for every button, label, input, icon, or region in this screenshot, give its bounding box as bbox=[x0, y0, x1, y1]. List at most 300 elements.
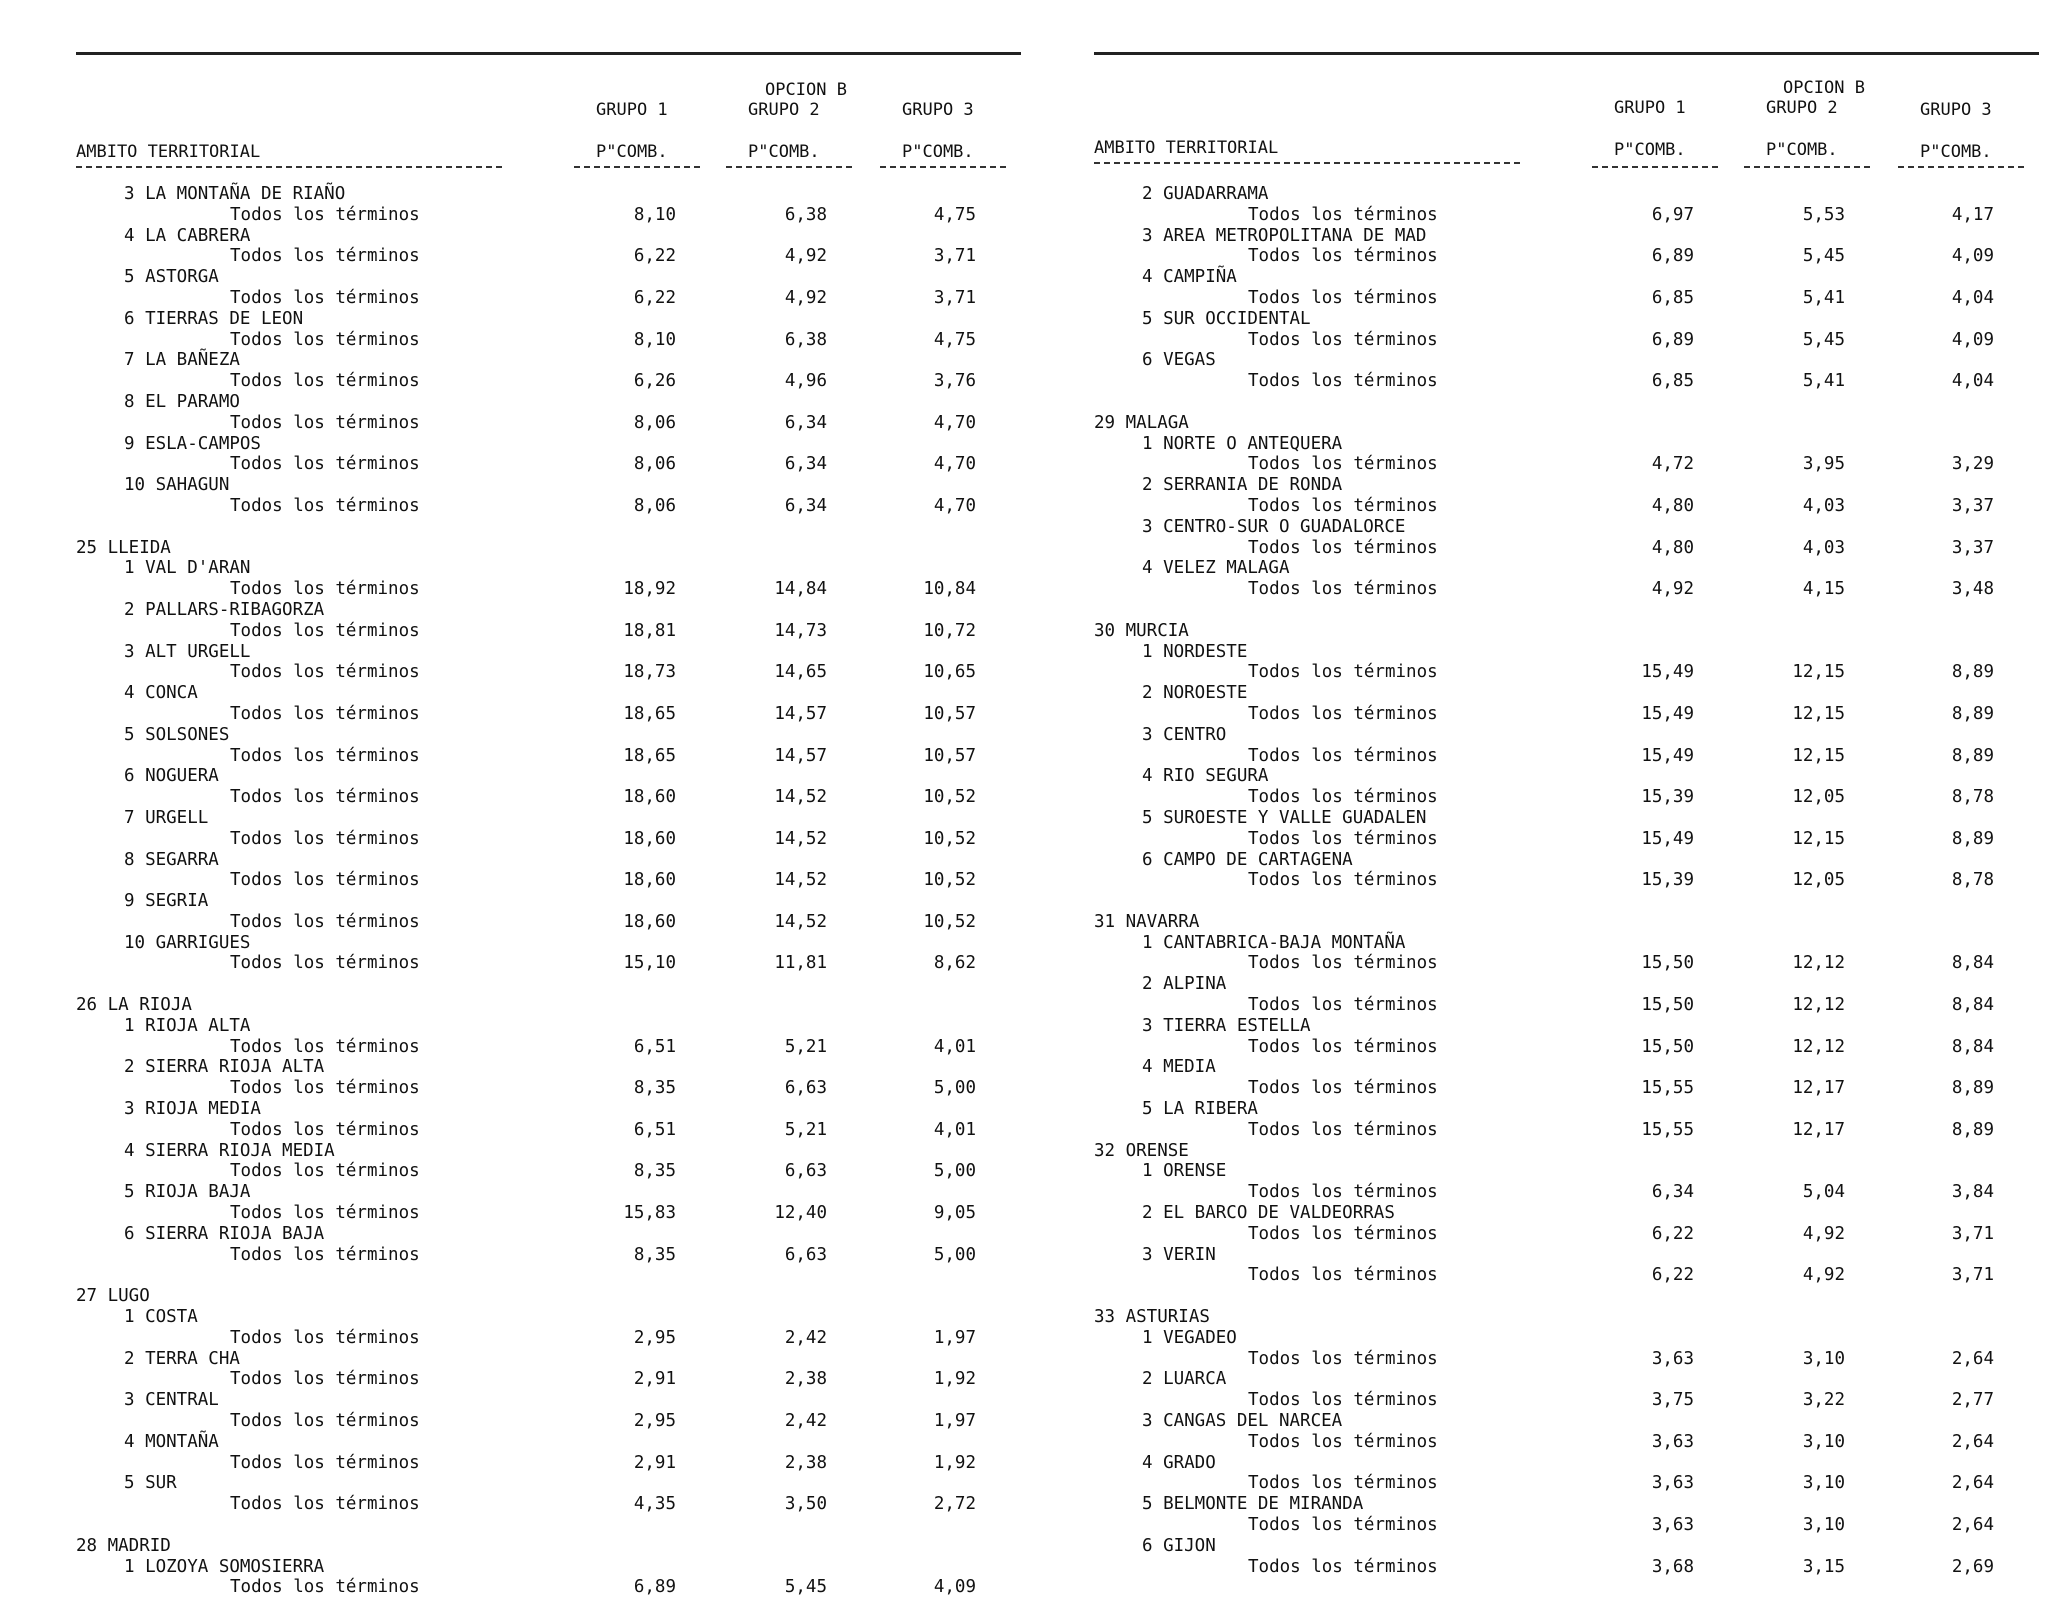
comarca-row bbox=[1094, 683, 2039, 704]
comarca-row bbox=[1094, 434, 2039, 455]
terms-row bbox=[76, 1411, 1021, 1432]
terms-row bbox=[1094, 746, 2039, 767]
terms-row bbox=[1094, 1432, 2039, 1453]
grupo3-value: 8,78 bbox=[1951, 870, 1994, 891]
terms-row bbox=[76, 330, 1021, 351]
grupo2-header: GRUPO 2 bbox=[748, 100, 820, 120]
grupo3-value: 4,17 bbox=[1951, 204, 1994, 225]
terms-label: Todos los términos bbox=[230, 662, 420, 683]
comarca-label: 6 VEGAS bbox=[1142, 350, 1216, 371]
grupo1-value: 18,60 bbox=[623, 911, 676, 932]
grupo1-value: 8,35 bbox=[633, 1244, 676, 1265]
grupo2-value: 4,96 bbox=[784, 371, 827, 392]
grupo2-value: 2,42 bbox=[784, 1411, 827, 1432]
grupo1-value: 6,26 bbox=[633, 371, 676, 392]
comarca-label: 2 SERRANIA DE RONDA bbox=[1142, 475, 1343, 496]
terms-row bbox=[1094, 1120, 2039, 1141]
terms-row bbox=[1094, 1037, 2039, 1058]
grupo3-value: 3,29 bbox=[1951, 454, 1994, 475]
grupo1-value: 6,89 bbox=[633, 1577, 676, 1598]
comarca-row bbox=[76, 226, 1021, 247]
opcion-b-label: OPCION B bbox=[765, 80, 847, 100]
terms-label: Todos los términos bbox=[230, 1577, 420, 1598]
terms-row bbox=[1094, 1078, 2039, 1099]
top-rule bbox=[1094, 52, 2039, 55]
grupo1-value: 18,65 bbox=[623, 745, 676, 766]
grupo2-value: 3,15 bbox=[1802, 1556, 1845, 1577]
grupo1-header: GRUPO 1 bbox=[1614, 98, 1686, 118]
comarca-row bbox=[1094, 309, 2039, 330]
grupo1-value: 8,10 bbox=[633, 329, 676, 350]
terms-label: Todos los términos bbox=[230, 1452, 420, 1473]
comarca-row bbox=[1094, 850, 2039, 871]
terms-label: Todos los términos bbox=[230, 828, 420, 849]
grupo3-value: 2,64 bbox=[1951, 1431, 1994, 1452]
terms-label: Todos los términos bbox=[1248, 329, 1438, 350]
grupo3-value: 3,37 bbox=[1951, 495, 1994, 516]
comarca-label: 3 CENTRO bbox=[1142, 724, 1227, 745]
grupo3-value: 5,00 bbox=[933, 1078, 976, 1099]
spacer bbox=[1094, 891, 2039, 912]
grupo3-value: 9,05 bbox=[933, 1203, 976, 1224]
terms-row bbox=[76, 621, 1021, 642]
header-underline bbox=[1094, 162, 1520, 164]
terms-row bbox=[1094, 538, 2039, 559]
terms-row bbox=[76, 496, 1021, 517]
grupo2-value: 14,57 bbox=[774, 703, 827, 724]
grupo2-value: 5,21 bbox=[784, 1119, 827, 1140]
comarca-label: 5 LA RIBERA bbox=[1142, 1099, 1258, 1120]
header-underline bbox=[726, 166, 852, 168]
terms-label: Todos los términos bbox=[230, 454, 420, 475]
grupo2-value: 3,10 bbox=[1802, 1431, 1845, 1452]
terms-label: Todos los términos bbox=[230, 703, 420, 724]
grupo2-value: 6,34 bbox=[784, 495, 827, 516]
comarca-label: 3 CENTRAL bbox=[124, 1390, 219, 1411]
grupo2-value: 14,57 bbox=[774, 745, 827, 766]
grupo3-value: 4,09 bbox=[933, 1577, 976, 1598]
terms-label: Todos los términos bbox=[1248, 995, 1438, 1016]
terms-label: Todos los términos bbox=[1248, 1036, 1438, 1057]
grupo3-value: 2,72 bbox=[933, 1494, 976, 1515]
comarca-row bbox=[1094, 1203, 2039, 1224]
terms-label: Todos los términos bbox=[1248, 1515, 1438, 1535]
terms-label: Todos los términos bbox=[230, 953, 420, 974]
grupo3-value: 4,09 bbox=[1951, 246, 1994, 267]
comarca-label: 2 SIERRA RIOJA ALTA bbox=[124, 1057, 325, 1078]
grupo1-value: 15,49 bbox=[1641, 703, 1694, 724]
grupo2-value: 5,41 bbox=[1802, 371, 1845, 392]
terms-label: Todos los términos bbox=[1248, 579, 1438, 600]
comarca-row bbox=[76, 475, 1021, 496]
grupo3-value: 5,00 bbox=[933, 1244, 976, 1265]
left-column bbox=[76, 52, 1021, 1609]
grupo2-value: 14,52 bbox=[774, 870, 827, 891]
terms-label: Todos los términos bbox=[1248, 246, 1438, 267]
terms-label: Todos los términos bbox=[230, 787, 420, 808]
terms-row bbox=[76, 1494, 1021, 1515]
grupo2-value: 2,38 bbox=[784, 1452, 827, 1473]
grupo1-value: 6,89 bbox=[1651, 329, 1694, 350]
comarca-row bbox=[1094, 933, 2039, 954]
grupo3-value: 10,57 bbox=[923, 745, 976, 766]
grupo1-value: 18,60 bbox=[623, 787, 676, 808]
grupo3-value: 2,69 bbox=[1951, 1556, 1994, 1577]
comarca-row bbox=[76, 1390, 1021, 1411]
comarca-label: 5 SUROESTE Y VALLE GUADALEN bbox=[1142, 807, 1427, 828]
grupo3-value: 3,84 bbox=[1951, 1182, 1994, 1203]
terms-row bbox=[1094, 787, 2039, 808]
terms-row bbox=[76, 454, 1021, 475]
comarca-label: 6 CAMPO DE CARTAGENA bbox=[1142, 849, 1353, 870]
comarca-label: 5 SUR bbox=[124, 1473, 177, 1494]
terms-label: Todos los términos bbox=[1248, 953, 1438, 974]
table-header bbox=[76, 66, 1021, 186]
comarca-row bbox=[1094, 350, 2039, 371]
grupo3-value: 2,64 bbox=[1951, 1348, 1994, 1369]
pcomb-header-2: P"COMB. bbox=[748, 142, 820, 162]
grupo3-value: 1,97 bbox=[933, 1411, 976, 1432]
comarca-label: 9 SEGRIA bbox=[124, 891, 209, 912]
grupo2-value: 12,40 bbox=[774, 1203, 827, 1224]
terms-label: Todos los términos bbox=[230, 287, 420, 308]
comarca-label: 5 ASTORGA bbox=[124, 267, 219, 288]
pcomb-header-2: P"COMB. bbox=[1766, 140, 1838, 160]
grupo3-value: 4,01 bbox=[933, 1036, 976, 1057]
grupo3-value: 8,78 bbox=[1951, 787, 1994, 808]
grupo3-value: 1,92 bbox=[933, 1369, 976, 1390]
grupo2-value: 14,84 bbox=[774, 579, 827, 600]
comarca-label: 6 NOGUERA bbox=[124, 766, 219, 787]
comarca-label: 2 ALPINA bbox=[1142, 974, 1227, 995]
grupo2-value: 3,10 bbox=[1802, 1515, 1845, 1535]
grupo2-value: 2,38 bbox=[784, 1369, 827, 1390]
grupo2-value: 4,92 bbox=[784, 287, 827, 308]
header-underline bbox=[1898, 166, 2024, 168]
grupo2-value: 14,52 bbox=[774, 787, 827, 808]
grupo1-value: 6,22 bbox=[633, 287, 676, 308]
comarca-row bbox=[1094, 1494, 2039, 1515]
grupo2-value: 3,10 bbox=[1802, 1473, 1845, 1494]
top-rule bbox=[76, 52, 1021, 55]
comarca-row bbox=[1094, 558, 2039, 579]
comarca-row bbox=[76, 184, 1021, 205]
terms-label: Todos los términos bbox=[230, 1161, 420, 1182]
terms-label: Todos los términos bbox=[230, 1411, 420, 1432]
comarca-row bbox=[76, 309, 1021, 330]
grupo3-value: 4,04 bbox=[1951, 371, 1994, 392]
grupo3-value: 8,89 bbox=[1951, 745, 1994, 766]
province-row bbox=[1094, 621, 2039, 642]
grupo1-value: 2,91 bbox=[633, 1369, 676, 1390]
terms-row bbox=[76, 1120, 1021, 1141]
terms-label: Todos los términos bbox=[1248, 495, 1438, 516]
grupo3-value: 5,00 bbox=[933, 1161, 976, 1182]
comarca-row bbox=[76, 267, 1021, 288]
ambito-header: AMBITO TERRITORIAL bbox=[76, 142, 261, 162]
comarca-row bbox=[1094, 725, 2039, 746]
province-label: 31 NAVARRA bbox=[1094, 911, 1200, 932]
comarca-row bbox=[76, 1307, 1021, 1328]
comarca-row bbox=[76, 1557, 1021, 1578]
terms-row bbox=[1094, 829, 2039, 850]
province-row bbox=[76, 1536, 1021, 1557]
grupo2-value: 12,15 bbox=[1792, 703, 1845, 724]
grupo1-value: 6,51 bbox=[633, 1119, 676, 1140]
grupo3-value: 1,92 bbox=[933, 1452, 976, 1473]
grupo2-value: 12,15 bbox=[1792, 745, 1845, 766]
terms-row bbox=[76, 1203, 1021, 1224]
grupo2-value: 2,42 bbox=[784, 1327, 827, 1348]
header-underline bbox=[1744, 166, 1870, 168]
terms-label: Todos los términos bbox=[1248, 1348, 1438, 1369]
grupo1-value: 8,35 bbox=[633, 1078, 676, 1099]
terms-label: Todos los términos bbox=[1248, 1223, 1438, 1244]
province-label: 27 LUGO bbox=[76, 1286, 150, 1307]
terms-row bbox=[76, 1037, 1021, 1058]
comarca-label: 5 SOLSONES bbox=[124, 724, 230, 745]
grupo2-value: 5,45 bbox=[1802, 329, 1845, 350]
grupo3-value: 4,70 bbox=[933, 454, 976, 475]
terms-label: Todos los términos bbox=[230, 1119, 420, 1140]
terms-label: Todos los términos bbox=[230, 1369, 420, 1390]
grupo2-value: 12,15 bbox=[1792, 662, 1845, 683]
grupo1-value: 2,95 bbox=[633, 1327, 676, 1348]
grupo3-header: GRUPO 3 bbox=[1920, 100, 1992, 120]
spacer bbox=[76, 1265, 1021, 1286]
grupo1-value: 3,68 bbox=[1651, 1556, 1694, 1577]
province-row bbox=[1094, 413, 2039, 434]
grupo2-value: 3,50 bbox=[784, 1494, 827, 1515]
terms-row bbox=[1094, 1182, 2039, 1203]
grupo1-value: 2,91 bbox=[633, 1452, 676, 1473]
province-label: 28 MADRID bbox=[76, 1535, 171, 1556]
comarca-row bbox=[76, 600, 1021, 621]
terms-label: Todos los términos bbox=[1248, 454, 1438, 475]
comarca-row bbox=[76, 1099, 1021, 1120]
terms-label: Todos los términos bbox=[1248, 1390, 1438, 1411]
grupo2-value: 12,15 bbox=[1792, 828, 1845, 849]
comarca-row bbox=[1094, 1453, 2039, 1474]
comarca-label: 1 RIOJA ALTA bbox=[124, 1015, 251, 1036]
grupo1-value: 18,81 bbox=[623, 620, 676, 641]
comarca-label: 4 LA CABRERA bbox=[124, 225, 251, 246]
comarca-row bbox=[76, 1141, 1021, 1162]
terms-label: Todos los términos bbox=[1248, 787, 1438, 808]
comarca-row bbox=[76, 850, 1021, 871]
grupo2-value: 12,12 bbox=[1792, 953, 1845, 974]
comarca-label: 2 TERRA CHA bbox=[124, 1348, 240, 1369]
grupo2-value: 3,22 bbox=[1802, 1390, 1845, 1411]
grupo2-value: 12,12 bbox=[1792, 995, 1845, 1016]
terms-row bbox=[76, 662, 1021, 683]
province-label: 25 LLEIDA bbox=[76, 537, 171, 558]
comarca-row bbox=[76, 683, 1021, 704]
pcomb-header-1: P"COMB. bbox=[1614, 140, 1686, 160]
grupo2-value: 14,65 bbox=[774, 662, 827, 683]
grupo3-value: 8,89 bbox=[1951, 1119, 1994, 1140]
grupo1-value: 6,89 bbox=[1651, 246, 1694, 267]
grupo1-value: 15,50 bbox=[1641, 1036, 1694, 1057]
terms-label: Todos los términos bbox=[1248, 1473, 1438, 1494]
province-label: 26 LA RIOJA bbox=[76, 995, 192, 1016]
opcion-b-label: OPCION B bbox=[1783, 78, 1865, 98]
grupo2-value: 11,81 bbox=[774, 953, 827, 974]
grupo3-value: 3,76 bbox=[933, 371, 976, 392]
comarca-label: 8 SEGARRA bbox=[124, 849, 219, 870]
terms-row bbox=[76, 1161, 1021, 1182]
comarca-label: 9 ESLA-CAMPOS bbox=[124, 433, 261, 454]
grupo1-value: 15,50 bbox=[1641, 953, 1694, 974]
pcomb-header-1: P"COMB. bbox=[596, 142, 668, 162]
comarca-row bbox=[1094, 267, 2039, 288]
grupo1-value: 3,63 bbox=[1651, 1431, 1694, 1452]
comarca-row bbox=[1094, 1161, 2039, 1182]
grupo1-value: 6,22 bbox=[1651, 1223, 1694, 1244]
grupo2-value: 3,95 bbox=[1802, 454, 1845, 475]
ambito-header: AMBITO TERRITORIAL bbox=[1094, 138, 1279, 158]
terms-row bbox=[1094, 704, 2039, 725]
terms-row bbox=[76, 1078, 1021, 1099]
terms-row bbox=[1094, 1557, 2039, 1578]
grupo3-value: 3,48 bbox=[1951, 579, 1994, 600]
province-label: 30 MURCIA bbox=[1094, 620, 1189, 641]
grupo2-value: 12,17 bbox=[1792, 1078, 1845, 1099]
terms-row bbox=[1094, 995, 2039, 1016]
grupo3-value: 8,62 bbox=[933, 953, 976, 974]
grupo3-value: 4,70 bbox=[933, 495, 976, 516]
comarca-row bbox=[76, 766, 1021, 787]
terms-label: Todos los términos bbox=[1248, 828, 1438, 849]
grupo1-value: 4,72 bbox=[1651, 454, 1694, 475]
grupo3-value: 2,64 bbox=[1951, 1515, 1994, 1535]
comarca-label: 4 MEDIA bbox=[1142, 1057, 1216, 1078]
terms-row bbox=[76, 579, 1021, 600]
table-body bbox=[1094, 184, 2039, 1577]
terms-label: Todos los términos bbox=[230, 1078, 420, 1099]
terms-label: Todos los términos bbox=[1248, 1265, 1438, 1286]
grupo2-value: 5,53 bbox=[1802, 204, 1845, 225]
grupo3-value: 10,52 bbox=[923, 911, 976, 932]
province-row bbox=[1094, 1141, 2039, 1162]
grupo1-value: 4,35 bbox=[633, 1494, 676, 1515]
terms-label: Todos los términos bbox=[1248, 287, 1438, 308]
comarca-label: 4 VELEZ MALAGA bbox=[1142, 558, 1290, 579]
terms-row bbox=[76, 288, 1021, 309]
comarca-row bbox=[76, 392, 1021, 413]
spacer bbox=[76, 517, 1021, 538]
comarca-label: 6 GIJON bbox=[1142, 1535, 1216, 1556]
comarca-label: 3 RIOJA MEDIA bbox=[124, 1099, 261, 1120]
header-underline bbox=[1592, 166, 1718, 168]
terms-label: Todos los términos bbox=[1248, 371, 1438, 392]
header-underline bbox=[574, 166, 700, 168]
terms-label: Todos los términos bbox=[230, 620, 420, 641]
terms-row bbox=[1094, 288, 2039, 309]
grupo2-value: 14,73 bbox=[774, 620, 827, 641]
comarca-row bbox=[1094, 808, 2039, 829]
terms-row bbox=[76, 1328, 1021, 1349]
grupo1-value: 15,49 bbox=[1641, 662, 1694, 683]
grupo1-value: 15,39 bbox=[1641, 787, 1694, 808]
terms-row bbox=[1094, 1473, 2039, 1494]
comarca-label: 2 PALLARS-RIBAGORZA bbox=[124, 599, 325, 620]
grupo2-value: 4,92 bbox=[1802, 1223, 1845, 1244]
terms-row bbox=[1094, 330, 2039, 351]
comarca-label: 7 URGELL bbox=[124, 807, 209, 828]
grupo2-value: 12,12 bbox=[1792, 1036, 1845, 1057]
terms-row bbox=[1094, 496, 2039, 517]
comarca-label: 3 TIERRA ESTELLA bbox=[1142, 1015, 1311, 1036]
terms-row bbox=[1094, 579, 2039, 600]
grupo2-value: 12,05 bbox=[1792, 787, 1845, 808]
grupo3-value: 8,89 bbox=[1951, 662, 1994, 683]
grupo3-value: 4,75 bbox=[933, 329, 976, 350]
comarca-row bbox=[76, 808, 1021, 829]
grupo1-value: 4,80 bbox=[1651, 537, 1694, 558]
grupo1-value: 6,85 bbox=[1651, 371, 1694, 392]
comarca-row bbox=[1094, 1245, 2039, 1266]
province-row bbox=[76, 538, 1021, 559]
grupo3-value: 3,71 bbox=[1951, 1265, 1994, 1286]
terms-row bbox=[76, 787, 1021, 808]
comarca-row bbox=[76, 558, 1021, 579]
terms-label: Todos los términos bbox=[230, 204, 420, 225]
terms-row bbox=[1094, 1349, 2039, 1370]
grupo3-value: 8,84 bbox=[1951, 953, 1994, 974]
terms-label: Todos los términos bbox=[230, 1244, 420, 1265]
grupo1-value: 15,55 bbox=[1641, 1078, 1694, 1099]
grupo2-header: GRUPO 2 bbox=[1766, 98, 1838, 118]
grupo3-value: 10,52 bbox=[923, 870, 976, 891]
terms-label: Todos los términos bbox=[230, 329, 420, 350]
grupo2-value: 3,10 bbox=[1802, 1348, 1845, 1369]
comarca-row bbox=[1094, 1411, 2039, 1432]
grupo1-value: 8,35 bbox=[633, 1161, 676, 1182]
terms-label: Todos los términos bbox=[1248, 1556, 1438, 1577]
comarca-label: 3 CANGAS DEL NARCEA bbox=[1142, 1411, 1343, 1432]
grupo1-value: 6,97 bbox=[1651, 204, 1694, 225]
grupo1-value: 18,73 bbox=[623, 662, 676, 683]
comarca-label: 2 NOROESTE bbox=[1142, 683, 1248, 704]
terms-label: Todos los términos bbox=[1248, 1431, 1438, 1452]
comarca-row bbox=[1094, 974, 2039, 995]
comarca-label: 4 MONTAÑA bbox=[124, 1431, 219, 1452]
comarca-row bbox=[1094, 184, 2039, 205]
terms-row bbox=[1094, 1224, 2039, 1245]
grupo1-value: 8,06 bbox=[633, 454, 676, 475]
comarca-row bbox=[1094, 642, 2039, 663]
comarca-label: 5 SUR OCCIDENTAL bbox=[1142, 308, 1311, 329]
terms-row bbox=[1094, 454, 2039, 475]
comarca-label: 3 CENTRO-SUR O GUADALORCE bbox=[1142, 516, 1406, 537]
terms-label: Todos los términos bbox=[230, 495, 420, 516]
grupo2-value: 14,52 bbox=[774, 828, 827, 849]
terms-label: Todos los términos bbox=[230, 870, 420, 891]
grupo3-value: 8,89 bbox=[1951, 1078, 1994, 1099]
terms-label: Todos los términos bbox=[230, 745, 420, 766]
grupo1-value: 15,55 bbox=[1641, 1119, 1694, 1140]
grupo2-value: 4,15 bbox=[1802, 579, 1845, 600]
comarca-row bbox=[76, 933, 1021, 954]
comarca-row bbox=[76, 1349, 1021, 1370]
terms-label: Todos los términos bbox=[1248, 204, 1438, 225]
grupo1-value: 8,06 bbox=[633, 495, 676, 516]
comarca-label: 3 AREA METROPOLITANA DE MAD bbox=[1142, 225, 1427, 246]
terms-label: Todos los términos bbox=[1248, 703, 1438, 724]
grupo1-value: 15,39 bbox=[1641, 870, 1694, 891]
grupo3-value: 8,89 bbox=[1951, 828, 1994, 849]
